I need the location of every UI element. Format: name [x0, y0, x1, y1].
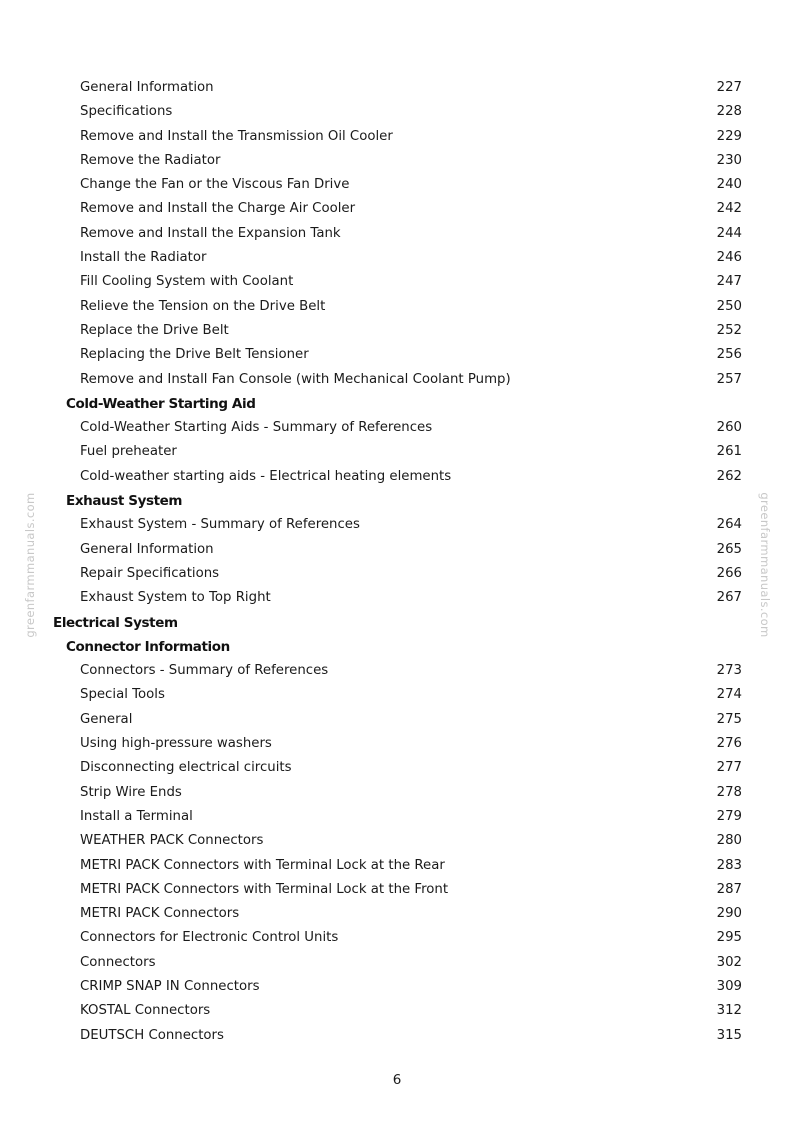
toc-entry-title: Connector Information — [66, 638, 230, 655]
toc-entry-page-number: 246 — [716, 250, 742, 266]
table-of-contents — [0, 76, 794, 1048]
toc-entry[interactable] — [0, 222, 794, 246]
toc-entry-title: Fill Cooling System with Coolant — [80, 274, 294, 290]
toc-entry-title: Exhaust System — [66, 493, 183, 510]
toc-entry-page-number: 242 — [716, 201, 742, 217]
toc-entry[interactable] — [0, 683, 794, 707]
toc-entry-page-number: 277 — [716, 760, 742, 776]
toc-section-heading[interactable] — [0, 392, 794, 416]
toc-entry-page-number: 302 — [716, 954, 742, 970]
toc-entry[interactable] — [0, 100, 794, 124]
toc-entry-page-number: 295 — [716, 930, 742, 946]
toc-entry-title: Cold-weather starting aids - Electrical heating elements — [80, 468, 452, 484]
toc-entry[interactable] — [0, 246, 794, 270]
toc-entry[interactable] — [0, 854, 794, 878]
toc-entry-title: KOSTAL Connectors — [80, 1003, 211, 1019]
toc-entry-page-number: 256 — [716, 347, 742, 363]
toc-entry[interactable] — [0, 343, 794, 367]
toc-entry-page-number: 273 — [716, 663, 742, 679]
toc-entry-page-number: 240 — [716, 177, 742, 193]
toc-entry[interactable] — [0, 829, 794, 853]
toc-entry-page-number: 257 — [716, 371, 742, 387]
toc-entry-page-number: 227 — [716, 80, 742, 95]
toc-entry-page-number: 275 — [716, 711, 742, 727]
toc-entry[interactable] — [0, 295, 794, 319]
toc-entry[interactable] — [0, 173, 794, 197]
toc-entry[interactable] — [0, 926, 794, 950]
toc-entry-title: Remove the Radiator — [80, 152, 221, 168]
toc-entry-page-number: 230 — [716, 152, 742, 168]
toc-entry-title: DEUTSCH Connectors — [80, 1027, 224, 1043]
toc-entry[interactable] — [0, 562, 794, 586]
toc-entry[interactable] — [0, 756, 794, 780]
toc-entry-title: Connectors - Summary of References — [80, 663, 329, 679]
toc-entry-page-number: 261 — [716, 444, 742, 460]
toc-entry-title: Replacing the Drive Belt Tensioner — [80, 347, 309, 363]
toc-entry[interactable] — [0, 416, 794, 440]
toc-entry[interactable] — [0, 975, 794, 999]
toc-entry-title: Connectors for Electronic Control Units — [80, 930, 339, 946]
toc-entry-title: Cold-Weather Starting Aids - Summary of References — [80, 420, 433, 436]
toc-entry-page-number: 276 — [716, 736, 742, 752]
toc-entry-page-number: 290 — [716, 906, 742, 922]
toc-entry-page-number: 265 — [716, 541, 742, 557]
toc-entry-page-number: 267 — [716, 590, 742, 606]
toc-entry-title: Install a Terminal — [80, 808, 193, 824]
toc-entry-page-number: 279 — [716, 808, 742, 824]
toc-entry-page-number: 244 — [716, 225, 742, 241]
toc-entry[interactable] — [0, 999, 794, 1023]
toc-entry-page-number: 247 — [716, 274, 742, 290]
toc-entry-title: Install the Radiator — [80, 250, 207, 266]
toc-entry[interactable] — [0, 319, 794, 343]
toc-entry-title: METRI PACK Connectors with Terminal Lock at the Rear — [80, 857, 445, 873]
toc-entry[interactable] — [0, 586, 794, 610]
toc-entry[interactable] — [0, 465, 794, 489]
toc-entry-title: Cold-Weather Starting Aid — [66, 395, 256, 412]
toc-entry-title: Fuel preheater — [80, 444, 177, 460]
toc-entry-title: Exhaust System - Summary of References — [80, 517, 360, 533]
toc-entry[interactable] — [0, 538, 794, 562]
toc-section-heading[interactable] — [0, 611, 794, 635]
toc-entry-title: Special Tools — [80, 687, 165, 703]
toc-entry-title: Repair Specifications — [80, 565, 220, 581]
page-number: 6 — [392, 1072, 402, 1088]
toc-entry-title: Exhaust System to Top Right — [80, 590, 271, 606]
toc-entry-title: Remove and Install the Transmission Oil Cooler — [80, 128, 393, 144]
toc-entry-title: General — [80, 711, 133, 727]
toc-section-heading[interactable] — [0, 489, 794, 513]
toc-entry[interactable] — [0, 270, 794, 294]
toc-entry[interactable] — [0, 732, 794, 756]
toc-entry-title: Remove and Install Fan Console (with Mechanical Coolant Pump) — [80, 371, 511, 387]
toc-entry[interactable] — [0, 197, 794, 221]
toc-entry[interactable] — [0, 440, 794, 464]
toc-entry-page-number: 309 — [716, 978, 742, 994]
toc-entry[interactable] — [0, 708, 794, 732]
toc-entry-page-number: 312 — [716, 1003, 742, 1019]
toc-entry-page-number: 262 — [716, 468, 742, 484]
toc-entry-title: Remove and Install the Charge Air Cooler — [80, 201, 356, 217]
toc-entry[interactable] — [0, 513, 794, 537]
toc-entry[interactable] — [0, 781, 794, 805]
toc-entry-page-number: 266 — [716, 565, 742, 581]
toc-entry[interactable] — [0, 125, 794, 149]
toc-entry-page-number: 280 — [716, 833, 742, 849]
toc-entry-page-number: 228 — [716, 104, 742, 120]
toc-entry[interactable] — [0, 951, 794, 975]
toc-entry-page-number: 315 — [716, 1027, 742, 1043]
toc-entry[interactable] — [0, 76, 794, 100]
toc-entry-page-number: 229 — [716, 128, 742, 144]
toc-entry-title: CRIMP SNAP IN Connectors — [80, 978, 260, 994]
toc-entry-page-number: 274 — [716, 687, 742, 703]
toc-entry-page-number: 278 — [716, 784, 742, 800]
toc-entry-page-number: 252 — [716, 322, 742, 338]
toc-entry-page-number: 264 — [716, 517, 742, 533]
toc-entry-title: Using high-pressure washers — [80, 736, 272, 752]
toc-entry-page-number: 283 — [716, 857, 742, 873]
toc-entry[interactable] — [0, 878, 794, 902]
toc-entry-page-number: 250 — [716, 298, 742, 314]
toc-entry-title: Remove and Install the Expansion Tank — [80, 225, 341, 241]
toc-entry-title: METRI PACK Connectors with Terminal Lock at the Front — [80, 881, 449, 897]
toc-entry[interactable] — [0, 659, 794, 683]
toc-entry-title: Relieve the Tension on the Drive Belt — [80, 298, 326, 314]
toc-entry-title: Disconnecting electrical circuits — [80, 760, 292, 776]
toc-entry-title: Specifications — [80, 104, 173, 120]
toc-entry[interactable] — [0, 368, 794, 392]
toc-entry-title: General Information — [80, 541, 214, 557]
toc-entry-page-number: 287 — [716, 881, 742, 897]
toc-entry-title: Connectors — [80, 954, 156, 970]
toc-section-heading[interactable] — [0, 635, 794, 659]
toc-entry-title: Electrical System — [53, 614, 178, 631]
toc-entry-title: General Information — [80, 80, 214, 95]
toc-entry-page-number: 260 — [716, 420, 742, 436]
toc-entry[interactable] — [0, 1024, 794, 1048]
toc-entry[interactable] — [0, 902, 794, 926]
watermark-right: greenfarmmanuals.com — [758, 492, 772, 638]
toc-entry-title: Change the Fan or the Viscous Fan Drive — [80, 177, 350, 193]
toc-entry-title: Replace the Drive Belt — [80, 322, 229, 338]
toc-entry[interactable] — [0, 805, 794, 829]
toc-entry-title: METRI PACK Connectors — [80, 906, 240, 922]
toc-entry-title: Strip Wire Ends — [80, 784, 182, 800]
watermark-left: greenfarmmanuals.com — [23, 492, 37, 638]
toc-entry[interactable] — [0, 149, 794, 173]
toc-entry-title: WEATHER PACK Connectors — [80, 833, 264, 849]
